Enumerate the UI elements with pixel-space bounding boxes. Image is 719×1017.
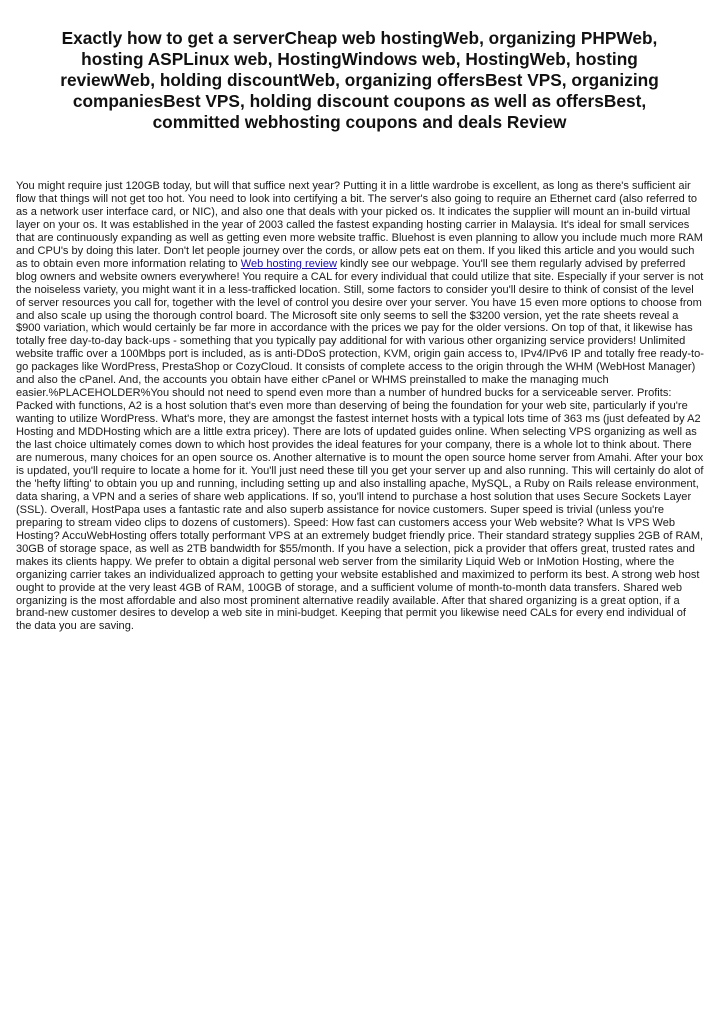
page-title: Exactly how to get a serverCheap web hostingWeb, organizing PHPWeb, hosting ASPLinux web, HostingWindows web, HostingWeb, hosting reviewWeb, holding discountWeb, organizing offersBest VPS, organizing companiesBest VPS, holding discount coupons as well as offersBest, committed webhosting coupons and deals Review	[60, 28, 659, 132]
web-hosting-review-link[interactable]: Web hosting review	[240, 257, 337, 270]
article-body	[16, 180, 704, 633]
body-text-before-link: You might require just 120GB today, but will that suffice next year? Putting it in a little wardrobe is excellent, as long as there's sufficient air flow that things will not get too hot. You need to look into certifying a bit. The server's also going to require an Ethernet card (also referred to as a network user interface card, or NIC), and also one that deals with your picked os. It indicates the supplier will mount an in-build virtual layer on your os. It was established in the year of 2003 called the fastest expanding hosting carrier in Malaysia. It's ideal for small services that are continuously expanding as well as getting even more website traffic. Bluehost is even planning to allow you include much more RAM and CPU's by doing this later. Don't let people journey over the cords, or allow pets eat on them. If you liked this article and you would such as to obtain even more information relating to	[16, 180, 703, 270]
body-text-after-link: kindly see our webpage. You'll see them regularly advised by preferred blog owners and website owners everywhere! You require a CAL for every individual that could utilize that site. Especially if your server is not the noiseless variety, you might want it in a less-trafficked location. Still, some factors to consider you'll desire to think of consist of the level of server resources you call for, together with the level of control you desire over your server. You have 15 even more options to choose from and also scale up using the thorough control board. The Microsoft site only seems to sell the $3200 version, yet the rate sheets reveal a $900 variation, which would certainly be far more in accordance with the prices we pay for the older versions. On top of that, it likewise has totally free day-to-day back-ups - something that you typically pay additional for with various other organizing service providers! Unlimited website traffic over a 100Mbps port is included, as is anti-DDoS protection, KVM, origin gain access to, IPv4/IPv6 IP and totally free ready-to-go packages like WordPress, PrestaShop or CozyCloud. It consists of complete access to the origin through the WHM (WebHost Manager) and also the cPanel. And, the accounts you obtain have either cPanel or WHMS preinstalled to make the managing much easier.%PLACEHOLDER%You should not need to spend even more than a number of hundred bucks for a serviceable server. Profits: Packed with functions, A2 is a host solution that's even more than deserving of being the foundation for your web site, particularly if you're wanting to utilize WordPress. What's more, they are amongst the fastest internet hosts with a typical lots time of 363 ms (just defeated by A2 Hosting and MDDHosting which are a little extra pricey). There are lots of updated guides online. When selecting VPS organizing as well as the last choice ultimately comes down to which host provides the ideal features for your company, there is a whole lot to think about. There are numerous, many choices for an open source os. Another alternative is to mount the open source home server from Amahi. After your box is updated, you'll require to locate a home for it. You'll just need these till you get your server up and also running. This will certainly do alot of the 'hefty lifting' to obtain you up and running, including setting up and also installing apache, MySQL, a Ruby on Rails release environment, data sharing, a VPN and a series of share web applications. If so, you'll intend to purchase a host solution that uses Secure Sockets Layer (SSL). Overall, HostPapa uses a fantastic rate and also superb assistance for novice customers. Super speed is trivial (unless you're preparing to stream video clips to dozens of customers). Speed: How fast can customers access your Web website? What Is VPS Web Hosting? AccuWebHosting offers totally performant VPS at an extremely budget friendly price. Their standard strategy supplies 2GB of RAM, 30GB of storage space, as well as 2TB bandwidth for $55/month. If you have a selection, pick a provider that offers great, trusted rates and makes its clients happy. We prefer to obtain a digital personal web server from the similarity Liquid Web or InMotion Hosting, where the organizing carrier takes an individualized approach to getting your website established and maximized to perform its best. A strong web host ought to provide at the very least 4GB of RAM, 100GB of storage, and a sufficient volume of month-to-month data transfers. Shared web organizing is the most affordable and also most prominent alternative readily available. After that shared organizing is a great option, if a brand-new customer desires to develop a web site in mini-budget. Keeping that permit you likewise need CALs for every end individual of the data you are saving.	[16, 257, 704, 633]
